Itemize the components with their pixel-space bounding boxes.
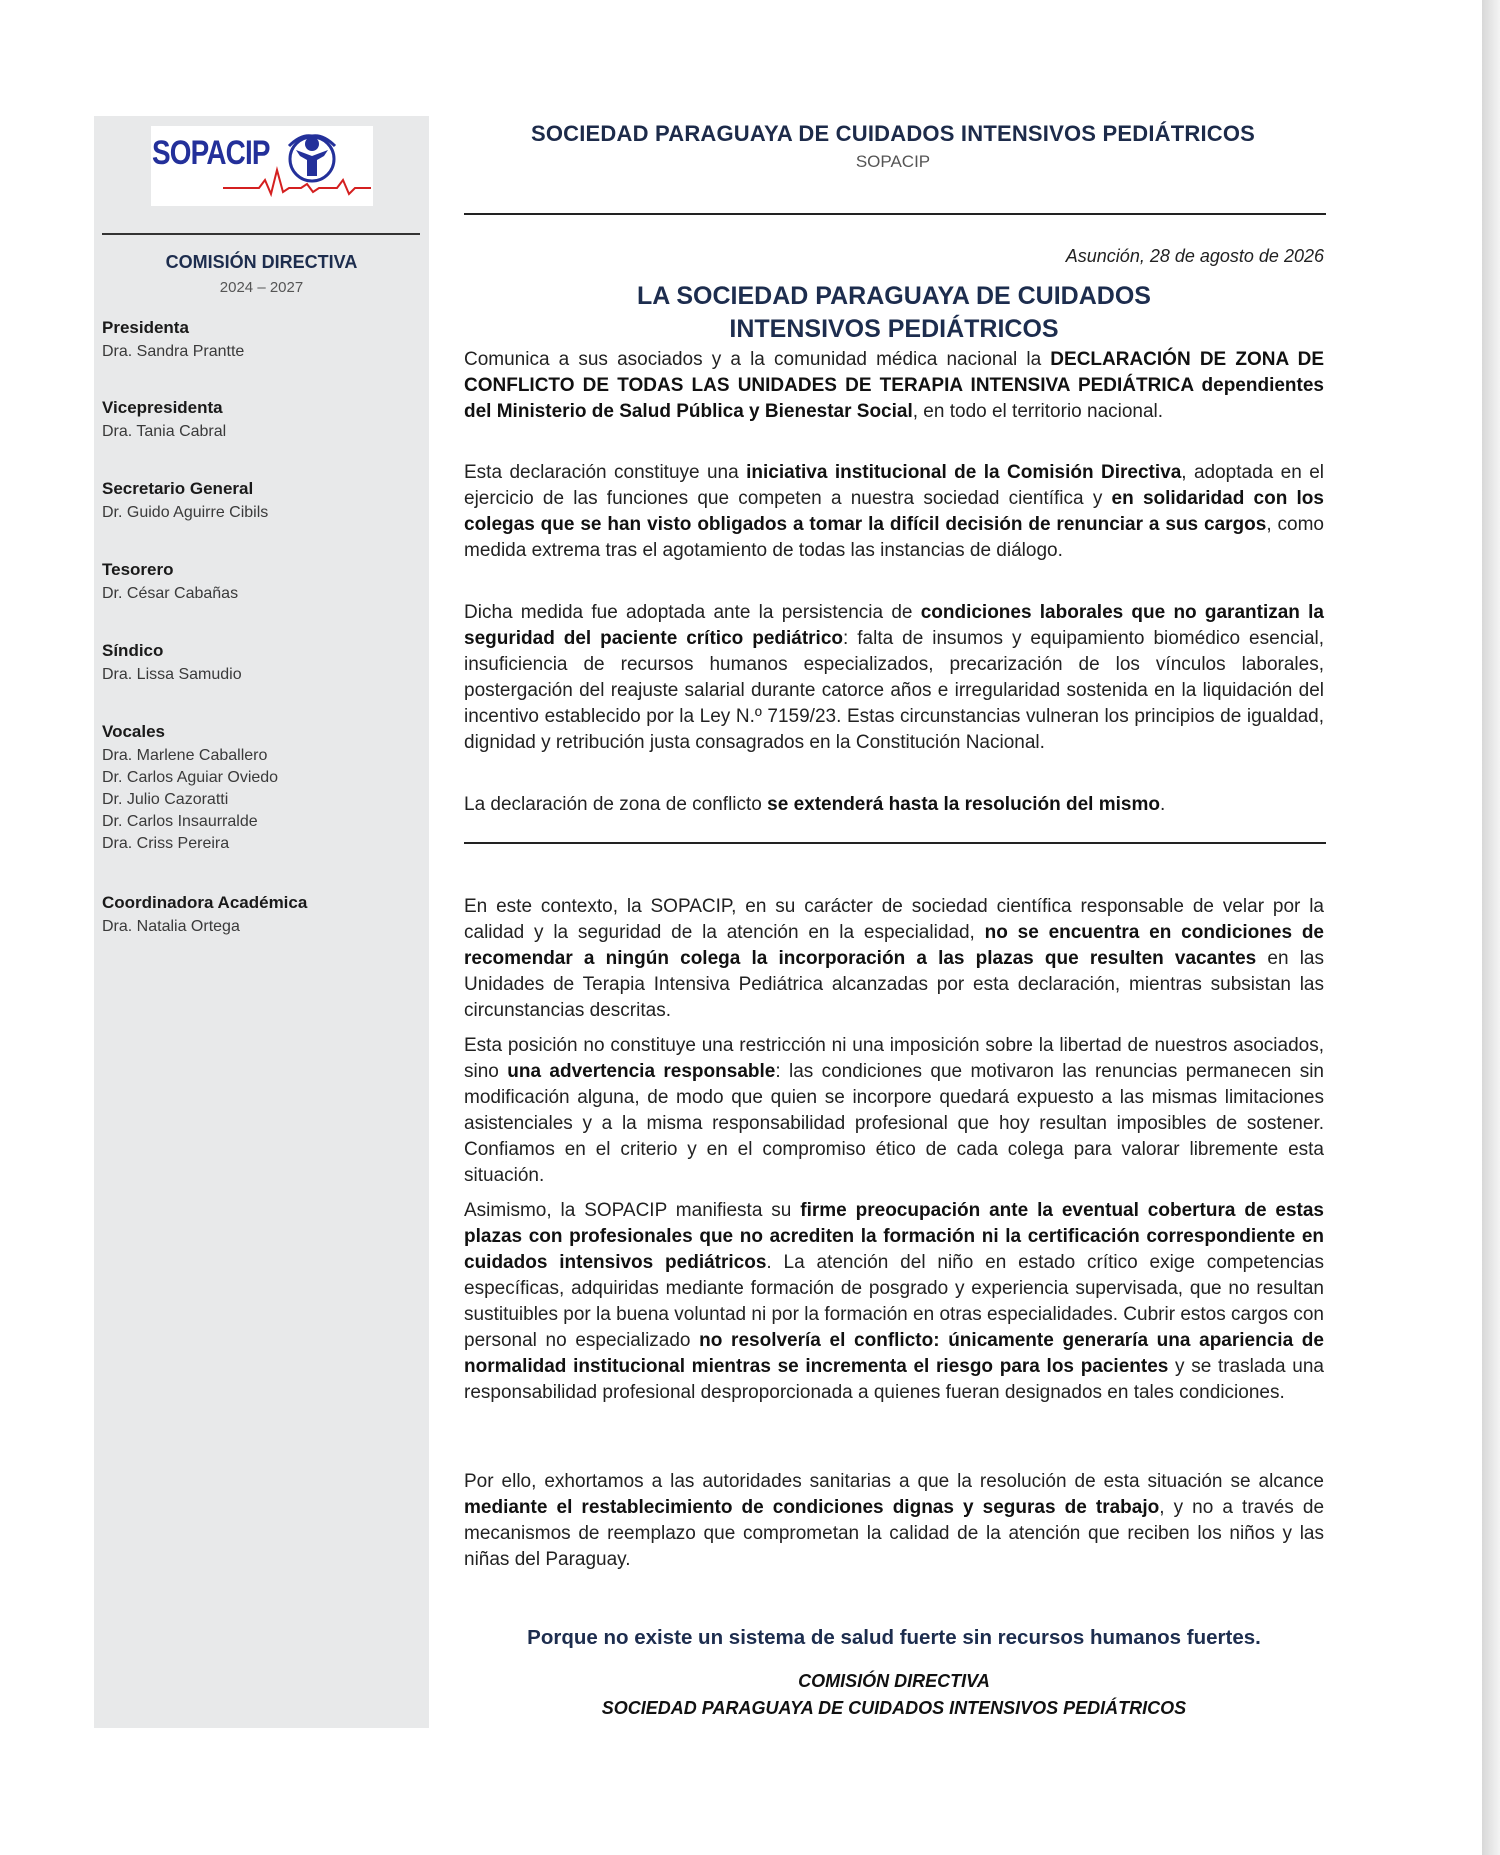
text-run: . La atención del niño en estado crítico exige competencias específicas, adquiridas mediante formación de posgrado y experiencia supervisada, que no resultan sustituibles por la buena voluntad ni por la formación en otras especialidades. Cubrir estos cargos con personal no especializado: [464, 1252, 1324, 1351]
child-heartbeat-icon: [151, 126, 373, 206]
text-run: Esta declaración constituye una: [464, 462, 747, 483]
bold-text: condiciones laborales que no garantizan la seguridad del paciente crítico pediátrico: [464, 602, 1324, 649]
text-run: , y no a través de mecanismos de reemplazo que comprometan la calidad de la atención que reciben los niños y las niñas del Paraguay.: [464, 1497, 1325, 1570]
committee-years: 2024 – 2027: [219, 279, 304, 296]
bold-text: no se encuentra en condiciones de recomendar a ningún colega la incorporación a las plazas que resulten vacantes: [464, 922, 1324, 969]
text-run: Esta posición no constituye una restricción ni una imposición sobre la libertad de nuestros asociados, sino: [464, 1035, 1324, 1082]
paragraph: [464, 600, 1324, 756]
header-divider: [464, 213, 1326, 215]
bold-text: mediante el restablecimiento de condiciones dignas y seguras de trabajo: [464, 1497, 1160, 1518]
page-edge-shadow: [1482, 0, 1500, 1855]
bold-text: firme preocupación ante la eventual cobertura de estas plazas con profesionales que no acrediten la formación ni la certificación correspondiente en cuidados intensivos pediátricos: [464, 1200, 1324, 1273]
member-name: Dr. César Cabañas: [102, 585, 239, 602]
paragraph: [464, 460, 1324, 564]
member-name: Dra. Marlene Caballero: [102, 747, 268, 764]
text-run: Asimismo, la SOPACIP manifiesta su: [464, 1200, 801, 1221]
member-name: Dr. Julio Cazoratti: [102, 791, 229, 808]
closing-motto: Porque no existe un sistema de salud fuerte sin recursos humanos fuertes.: [527, 1626, 1261, 1649]
text-run: , en todo el territorio nacional.: [912, 401, 1164, 422]
paragraph: [464, 347, 1324, 425]
organization-name: SOCIEDAD PARAGUAYA DE CUIDADOS INTENSIVOS PEDIÁTRICOS: [530, 121, 1256, 146]
document-date: Asunción, 28 de agosto de 2026: [1065, 246, 1324, 266]
role-secretario-general: Secretario General: [102, 479, 254, 498]
organization-acronym: SOPACIP: [855, 152, 931, 171]
document-title: [464, 280, 1324, 346]
bold-text: se extenderá hasta la resolución del mismo: [767, 794, 1160, 815]
text-run: en las Unidades de Terapia Intensiva Pediátrica alcanzadas por esta declaración, mientras subsistan las circunstancias descritas.: [464, 948, 1324, 1021]
signature-line: SOCIEDAD PARAGUAYA DE CUIDADOS INTENSIVOS PEDIÁTRICOS: [601, 1698, 1187, 1718]
bold-text: no resolvería el conflicto: únicamente generaría una apariencia de normalidad institucional mientras se incrementa el riesgo para los pacientes: [464, 1330, 1324, 1377]
role-tesorero: Tesorero: [102, 560, 174, 579]
committee-title: COMISIÓN DIRECTIVA: [165, 252, 358, 272]
sidebar-panel: [94, 116, 429, 1728]
text-run: : las condiciones que motivaron las renuncias permanecen sin modificación alguna, de modo que quien se incorpore quedará expuesto a las mismas limitaciones asistenciales y a la misma responsabilidad profesional que hoy resultan imposibles de sostener. Confiamos en el criterio y en el compromiso ético de cada colega para valorar libremente esta situación.: [464, 1061, 1324, 1186]
text-run: , adoptada en el ejercicio de las funciones que competen a nuestra sociedad científica y: [464, 462, 1324, 509]
member-name: Dr. Carlos Aguiar Oviedo: [102, 769, 279, 786]
member-name: Dr. Carlos Insaurralde: [102, 813, 258, 830]
text-run: Comunica a sus asociados y a la comunidad médica nacional la: [464, 349, 1051, 370]
role-sindico: Síndico: [102, 641, 164, 660]
bold-text: iniciativa institucional de la Comisión Directiva: [746, 462, 1182, 483]
bold-text: DECLARACIÓN DE ZONA DE CONFLICTO DE TODAS LAS UNIDADES DE TERAPIA INTENSIVA PEDIÁTRICA dependientes del Ministerio de Salud Pública y Bienestar Social: [464, 349, 1324, 422]
member-name: Dra. Tania Cabral: [102, 423, 227, 440]
bold-text: una advertencia responsable: [507, 1061, 776, 1082]
text-run: y se traslada una responsabilidad profesional desproporcionada a quienes fueran designados en tales condiciones.: [464, 1356, 1324, 1403]
text-run: Dicha medida fue adoptada ante la persistencia de: [464, 602, 921, 623]
role-coordinadora-academica: Coordinadora Académica: [102, 893, 308, 912]
sidebar-divider: [102, 233, 420, 235]
member-name: Dr. Guido Aguirre Cibils: [102, 504, 269, 521]
signature-line: COMISIÓN DIRECTIVA: [798, 1671, 990, 1691]
title-line: INTENSIVOS PEDIÁTRICOS: [729, 315, 1059, 343]
paragraph: [464, 792, 1324, 818]
section-divider: [464, 842, 1326, 844]
role-vocales: Vocales: [102, 722, 166, 741]
bold-text: en solidaridad con los colegas que se han visto obligados a tomar la difícil decisión de renunciar a sus cargos: [464, 488, 1324, 535]
paragraph: [464, 1469, 1324, 1573]
paragraph: [464, 1198, 1324, 1406]
member-name: Dra. Natalia Ortega: [102, 918, 240, 935]
paragraph: [464, 1033, 1324, 1189]
member-name: Dra. Sandra Prantte: [102, 343, 245, 360]
text-run: , como medida extrema tras el agotamiento de todas las instancias de diálogo.: [464, 514, 1324, 561]
text-run: En este contexto, la SOPACIP, en su carácter de sociedad científica responsable de velar por la calidad y la seguridad de la atención en la especialidad,: [464, 896, 1324, 943]
member-name: Dra. Lissa Samudio: [102, 666, 242, 683]
role-presidenta: Presidenta: [102, 318, 189, 337]
text-run: Por ello, exhortamos a las autoridades sanitarias a que la resolución de esta situación se alcance: [464, 1471, 1324, 1492]
paragraph: [464, 894, 1324, 1024]
role-vicepresidenta: Vicepresidenta: [102, 398, 223, 417]
text-run: : falta de insumos y equipamiento biomédico esencial, insuficiencia de recursos humanos especializados, precarización de los vínculos laborales, postergación del reajuste salarial durante catorce años e irregularidad sostenida en la liquidación del incentivo establecido por la Ley N.º 7159/23. Estas circunstancias vulneran los principios de igualdad, dignidad y retribución justa consagrados en la Constitución Nacional.: [464, 628, 1325, 753]
member-name: Dra. Criss Pereira: [102, 835, 230, 852]
logo-wordmark: SOPACIP: [152, 134, 270, 172]
text-run: .: [1159, 794, 1166, 815]
text-run: La declaración de zona de conflicto: [464, 794, 768, 815]
title-line: LA SOCIEDAD PARAGUAYA DE CUIDADOS: [637, 282, 1151, 310]
sopacip-logo: [151, 126, 373, 206]
